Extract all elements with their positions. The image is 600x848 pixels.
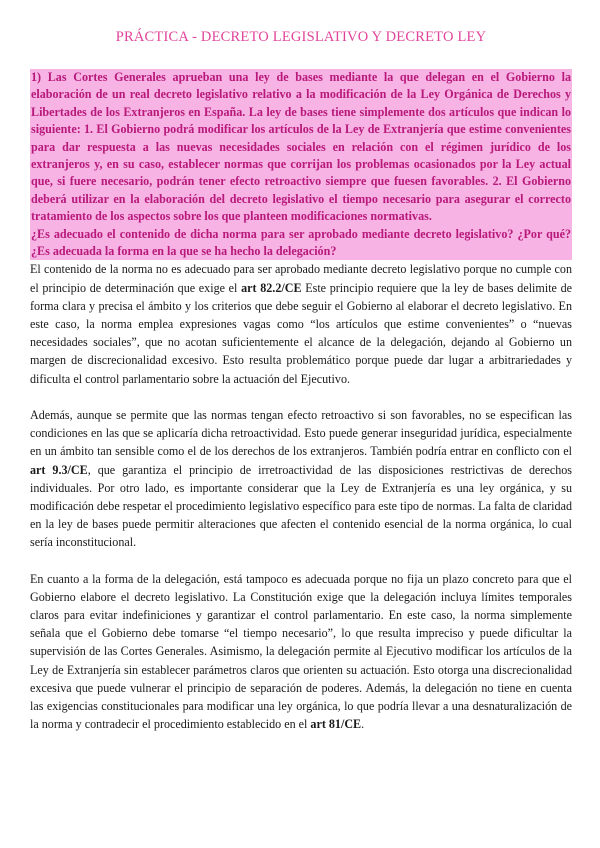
question-ask: ¿Es adecuado el contenido de dicha norma para ser aprobado mediante decreto legislativo? ¿Por qué? ¿Es adecuada la forma en la que se ha hecho la delegación? — [30, 226, 572, 261]
answer-p3-text-a: En cuanto a la forma de la delegación, está tampoco es adecuada porque no fija un plazo concreto para que el Gobierno elabore el decreto legislativo. La Constitución exige que la delegación incluya límites temporales claros para evitar indefiniciones y garantizar el control parlamentario. En este caso, la norma simplemente señala que el Gobierno debe tomarse “el tiempo necesario”, lo que resulta impreciso y puede dificultar la supervisión de las Cortes Generales. Asimismo, la delegación permite al Ejecutivo modificar los artículos de la Ley de Extranjería sin establecer parámetros claros que orienten su actuación. Esto otorga una discrecionalidad excesiva que puede vulnerar el principio de separación de poderes. Además, la delegación no tiene en cuenta las exigencias constitucionales para modificar una ley orgánica, lo que podría llevar a una desnaturalización de la norma y contradecir el procedimiento establecido en el — [30, 571, 572, 732]
answer-body — [30, 260, 572, 733]
question-statement: 1) Las Cortes Generales aprueban una ley de bases mediante la que delegan en el Gobierno la elaboración de un real decreto legislativo relativo a la modificación de la Ley Orgánica de Derechos y Libertades de los Extranjeros en España. La ley de bases tiene simplemente dos artículos que indican lo siguiente: 1. El Gobierno podrá modificar los artículos de la Ley de Extranjería que estime convenientes para dar respuesta a las nuevas necesidades sociales en relación con el régimen jurídico de los extranjeros y, en su caso, establecer normas que corrijan los problemas ocasionados por la Ley actual que, si fuere necesario, podrán tener efecto retroactivo siempre que fuesen favorables. 2. El Gobierno deberá utilizar en la elaboración del decreto legislativo el tiempo necesario para asegurar el correcto tratamiento de los aspectos sobre los que planteen modificaciones normativas. — [30, 69, 572, 226]
legal-reference-art-9-3: art 9.3/CE — [30, 462, 88, 477]
legal-reference-art-81: art 81/CE — [310, 717, 362, 732]
answer-paragraph-2 — [30, 406, 572, 552]
answer-p3-text-b: . — [361, 717, 365, 732]
page-title: PRÁCTICA - DECRETO LEGISLATIVO Y DECRETO LEY — [115, 29, 487, 45]
answer-paragraph-3 — [30, 570, 572, 734]
answer-p1-text-a: El contenido de la norma no es adecuado para ser aprobado mediante decreto legislativo porque no cumple con el principio de determinación que exige el — [30, 262, 572, 295]
answer-p1-text-b: Este principio requiere que la ley de bases delimite de forma clara y precisa el ámbito y los criterios que debe seguir el Gobierno al elaborar el decreto legislativo. En este caso, la norma emplea expresiones vagas como “los artículos que estime convenientes” o “nuevas necesidades sociales”, que no acotan suficientemente el alcance de la delegación, dejando al Gobierno un margen de discrecionalidad excesivo. Esto resulta problemático porque puede dar lugar a arbitrariedades y dificulta el control parlamentario sobre la actuación del Ejecutivo. — [30, 280, 573, 386]
legal-reference-art-82-2: art 82.2/CE — [241, 280, 302, 295]
answer-paragraph-1 — [30, 260, 572, 387]
answer-p2-text-b: , que garantiza el principio de irretroactividad de las disposiciones restrictivas de derechos individuales. Por otro lado, es importante considerar que la Ley de Extranjería es una ley orgánica, y su modificación debe respetar el procedimiento legislativo específico para este tipo de normas. La falta de claridad en la ley de bases puede permitir alteraciones que afecten el contenido esencial de la norma orgánica, lo cual sería inconstitucional. — [30, 462, 572, 550]
answer-p2-text-a: Además, aunque se permite que las normas tengan efecto retroactivo si son favorables, no se especifican las condiciones en las que se aplicaría dicha retroactividad. Esto puede generar inseguridad jurídica, especialmente en un ámbito tan sensible como el de los derechos de los extranjeros. También podría entrar en conflicto con el — [30, 407, 572, 459]
